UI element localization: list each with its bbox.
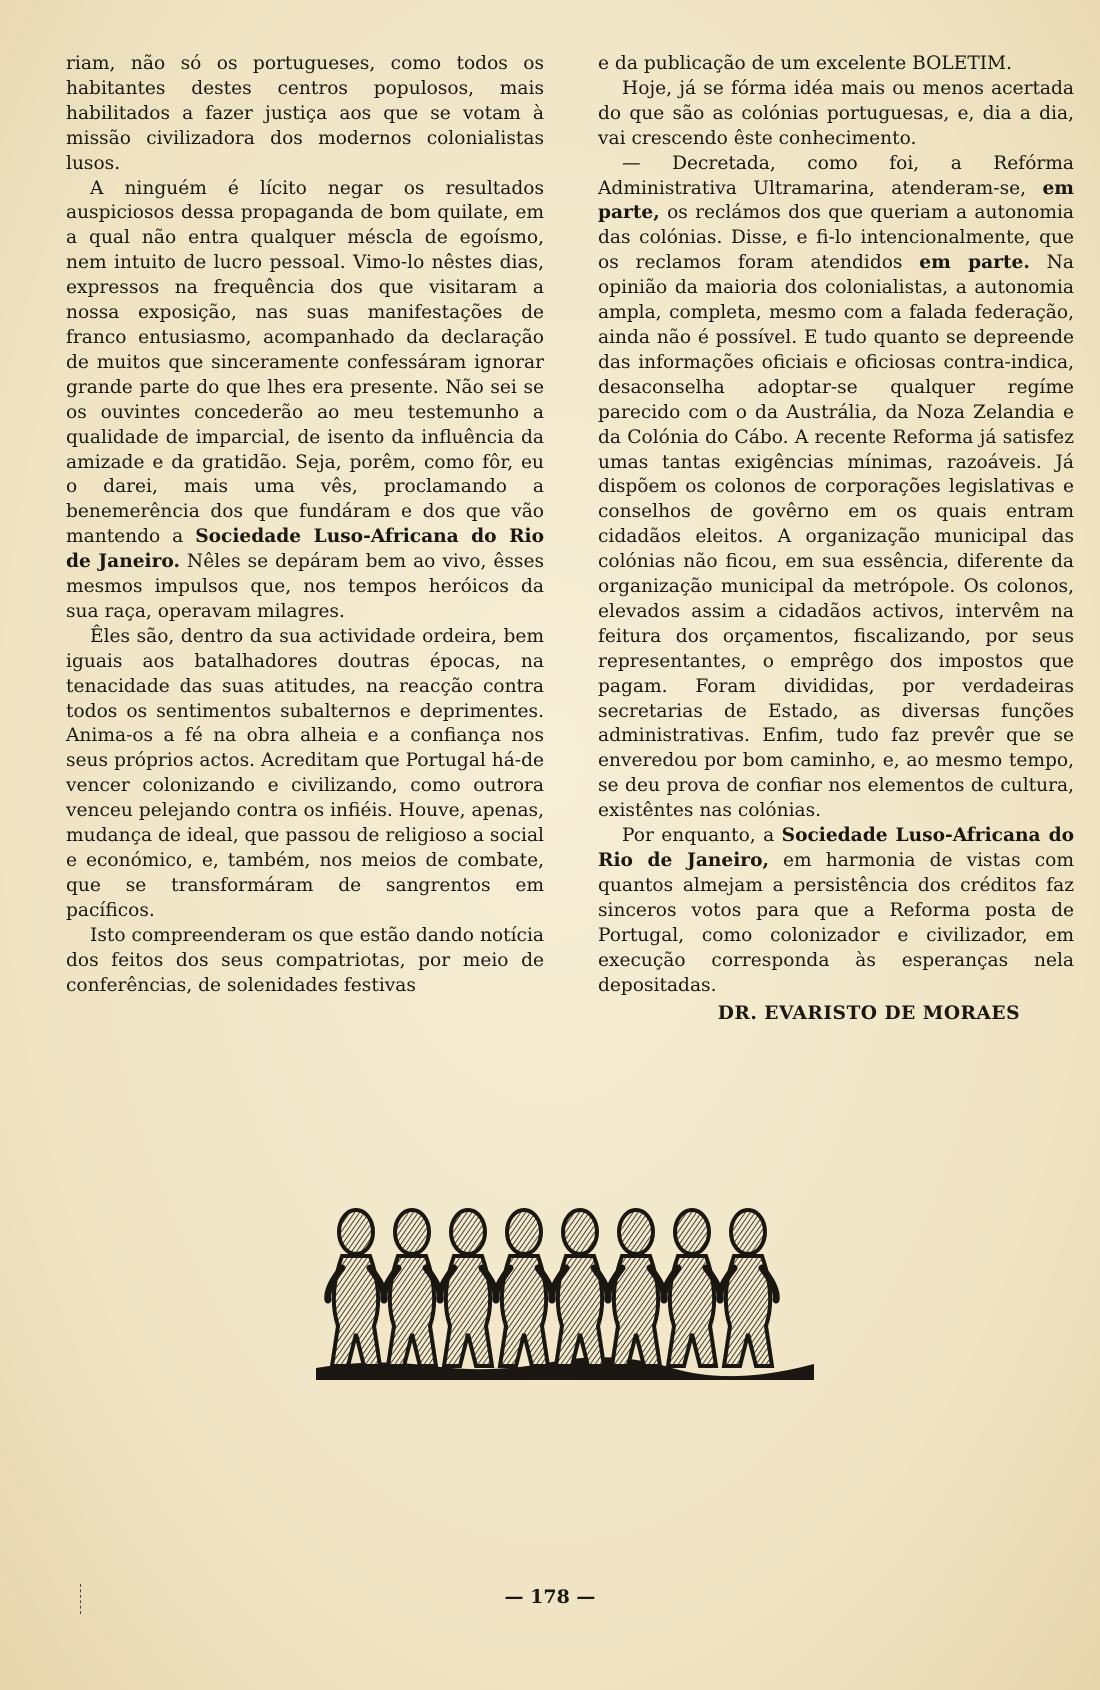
- paragraph-text: Hoje, já se fórma idéa mais ou menos acertada do que são as colónias portuguesas, e, dia a dia, vai crescendo êste conhecimento.: [598, 77, 1074, 149]
- paragraph-text: riam, não só os portugueses, como todos os habitantes destes centros populosos, mais habilitados a fazer justiça aos que se votam à missão civilizadora dos modernos colonialistas lusos.: [66, 53, 544, 174]
- paragraph: [66, 52, 544, 177]
- paragraph: [598, 824, 1074, 998]
- emphasis: em parte.: [919, 252, 1030, 274]
- right-text-column: [598, 52, 1074, 1027]
- paragraph-text: Nêles se depáram bem ao vivo, êsses mesmos impulsos que, nos tempos heróicos da sua raça, operavam milagres.: [66, 551, 544, 622]
- paragraph-text: Isto compreenderam os que estão dando notícia dos feitos dos seus compatriotas, por meio de conferências, de solenidades festivas: [66, 924, 544, 996]
- paragraph-text: em harmonia de vistas com quantos almejam a persistência dos créditos faz sinceros votos para que a Reforma posta de Portugal, como colonizador e civilizador, em execução corresponda às esperanças nela depositadas.: [598, 850, 1074, 996]
- paragraph-text: e da publicação de um excelente BOLETIM.: [598, 53, 1013, 74]
- woodcut-dancing-figures-icon: [312, 1196, 818, 1380]
- paragraph: [66, 924, 544, 999]
- paragraph: [598, 77, 1074, 152]
- paragraph: [598, 152, 1074, 824]
- dancing-figure: [664, 1210, 720, 1366]
- paragraph-text: Na opinião da maioria dos colonialistas, a autonomia ampla, completa, mesmo com a falada federação, ainda não é possível. E tudo quanto se depreende das informações oficiais e oficiosas contra-indica, desaconselha adoptar-se qualquer regíme parecido com o da Austrália, da Noza Zelandia e da Colónia do Cábo. A recente Reforma já satisfez umas tantas exigências mínimas, razoáveis. Já dispõem os colonos de corporações legislativas e conselhos de govêrno em os quais entram cidadãos eleitos. A organização municipal das colónias não ficou, em sua essência, diferente da organização municipal da metrópole. Os colonos, elevados assim a cidadãos activos, intervêm na feitura dos orçamentos, fiscalizando, por seus representantes, o emprêgo dos impostos que pagam. Foram divididas, por verdadeiras secretarias de Estado, as diversas funções administrativas. Enfim, tudo faz prevêr que se enveredou por bom caminho, e, ao mesmo tempo, se deu prova de confiar nos elementos de cultura, existêntes nas colónias.: [598, 252, 1074, 822]
- author-signature: DR. EVARISTO DE MORAES: [717, 1003, 1020, 1025]
- society-name: Sociedade Luso-Africana do Rio de Janeiro.: [66, 526, 544, 573]
- paragraph: [66, 177, 544, 625]
- paragraph-text: A ninguém é lícito negar os resultados auspiciosos dessa propaganda de bom quilate, em a qual não entra qualquer méscla de egoísmo, nem intuito de lucro pessoal. Vimo-lo nêstes dias, expressos na frequência dos que visitaram a nossa exposição, nas suas manifestações de franco entusiasmo, acompanhado da declaração de muitos que sinceramente confessáram ignorar grande parte do que lhes era presente. Não sei se os ouvintes concederão ao meu testemunho a qualidade de imparcial, de isento da influência da amizade e da gratidão. Seja, porêm, como fôr, eu o darei, mais uma vês, proclamando a benemerência dos que fundáram e dos que vão mantendo a: [66, 177, 544, 548]
- paragraph-text: — Decretada, como foi, a Refórma Administrativa Ultramarina, atenderam-se,: [598, 152, 1074, 199]
- paragraph-text: Por enquanto, a: [622, 825, 775, 847]
- page-number: — 178 —: [504, 1586, 596, 1608]
- paragraph: [66, 625, 544, 924]
- dancing-figure: [608, 1210, 664, 1366]
- left-text-column: [66, 52, 544, 998]
- paragraph: [598, 52, 1074, 77]
- dancing-figure: [552, 1210, 608, 1366]
- dancing-figure: [440, 1210, 496, 1366]
- dancing-figure: [496, 1210, 552, 1366]
- dancing-figure: [720, 1210, 776, 1366]
- paragraph-text: os reclámos dos que queriam a autonomia das colónias. Disse, e fi-lo intencionalmente, que os reclamos foram atendidos: [598, 202, 1074, 274]
- society-name: Sociedade Luso-Africana do Rio de Janeiro,: [598, 825, 1074, 871]
- emphasis: em parte,: [598, 177, 1074, 224]
- dancing-figure: [384, 1210, 440, 1366]
- paragraph-text: Êles são, dentro da sua actividade ordeira, bem iguais aos batalhadores doutras épocas, na tenacidade das suas atitudes, na reacção contra todos os sentimentos subalternos e deprimentes. Anima-os a fé na obra alheia e a confiança nos seus próprios actos. Acreditam que Portugal há-de vencer colonizando e civilizando, como outrora venceu pelejando contra os infiéis. Houve, apenas, mudança de ideal, que passou de religioso a social e económico, e, também, nos meios de combate, que se transformáram de sangrentos em pacíficos.: [66, 625, 544, 921]
- dancing-figure: [328, 1210, 384, 1366]
